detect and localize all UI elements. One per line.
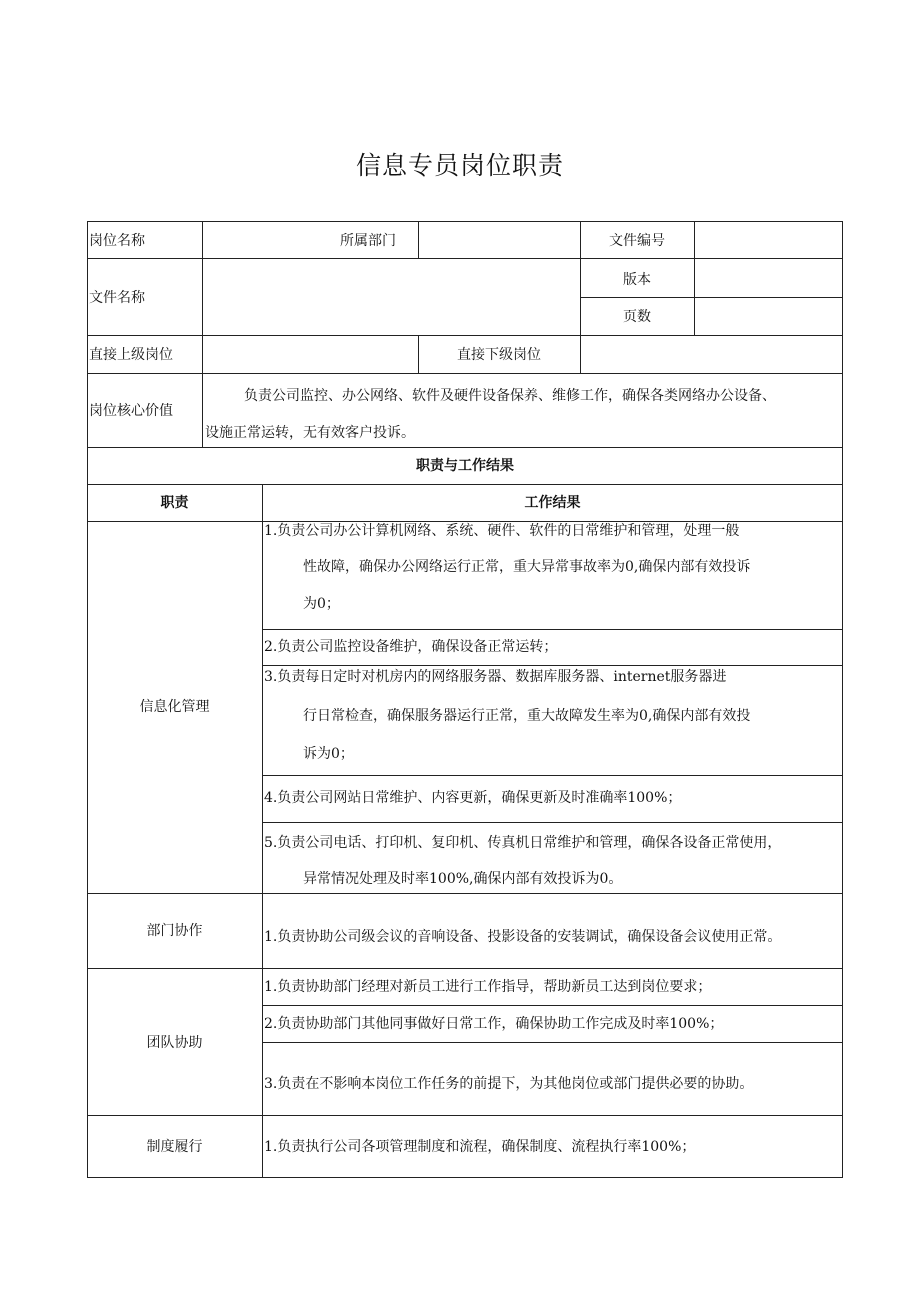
work-result-text: 3.负责在不影响本岗位工作任务的前提下，为其他岗位或部门提供必要的协助。 xyxy=(264,1076,754,1092)
col-divider xyxy=(418,221,419,258)
work-result-text: 性故障，确保办公网络运行正常，重大异常事故率为0,确保内部有效投诉 xyxy=(303,559,751,575)
subordinate-position-label: 直接下级岗位 xyxy=(457,347,541,363)
duty-group-name: 信息化管理 xyxy=(139,699,210,715)
row-divider xyxy=(262,822,843,823)
section-title: 职责与工作结果 xyxy=(416,458,514,474)
work-result-text: 诉为0； xyxy=(303,746,354,762)
row-divider xyxy=(580,297,843,298)
row-divider xyxy=(262,1005,843,1006)
row-divider xyxy=(87,447,843,448)
row-divider xyxy=(87,373,843,374)
duty-group-name: 制度履行 xyxy=(146,1139,203,1155)
core-value-label: 岗位核心价值 xyxy=(89,403,173,419)
work-result-text: 1.负责协助公司级会议的音响设备、投影设备的安装调试，确保设备会议使用正常。 xyxy=(264,929,782,945)
work-result-text: 1.负责协助部门经理对新员工进行工作指导，帮助新员工达到岗位要求； xyxy=(264,979,712,995)
row-divider xyxy=(262,775,843,776)
col-divider xyxy=(694,221,695,335)
department-label: 所属部门 xyxy=(340,233,396,249)
work-result-text: 为0； xyxy=(303,596,340,612)
doc-number-label: 文件编号 xyxy=(609,233,665,249)
row-divider xyxy=(87,335,843,336)
work-result-text: 行日常检查，确保服务器运行正常，重大故障发生率为0,确保内部有效投 xyxy=(303,708,751,724)
col-divider xyxy=(202,221,203,447)
work-result-text: 4.负责公司网站日常维护、内容更新，确保更新及时准确率100%； xyxy=(264,790,682,806)
pages-label: 页数 xyxy=(623,309,651,325)
core-value-text: 设施正常运转，无有效客户投诉。 xyxy=(205,425,415,441)
row-divider xyxy=(262,629,843,630)
result-column-header: 工作结果 xyxy=(524,495,581,511)
position-name-label: 岗位名称 xyxy=(89,233,145,249)
row-divider xyxy=(87,484,843,485)
version-label: 版本 xyxy=(623,272,651,288)
row-divider xyxy=(262,1042,843,1043)
work-result-text: 5.负责公司电话、打印机、复印机、传真机日常维护和管理，确保各设备正常使用， xyxy=(264,835,782,851)
work-result-text: 1.负责执行公司各项管理制度和流程，确保制度、流程执行率100%； xyxy=(264,1139,696,1155)
duty-group-name: 部门协作 xyxy=(146,923,203,939)
col-divider xyxy=(262,484,263,1178)
duty-group-name: 团队协助 xyxy=(146,1035,203,1051)
row-divider xyxy=(262,665,843,666)
work-result-text: 3.负责每日定时对机房内的网络服务器、数据库服务器、internet服务器进 xyxy=(264,669,727,685)
doc-name-label: 文件名称 xyxy=(89,290,145,306)
row-divider xyxy=(87,893,843,894)
page-title: 信息专员岗位职责 xyxy=(355,151,564,180)
work-result-text: 2.负责公司监控设备维护，确保设备正常运转； xyxy=(264,639,558,655)
duty-column-header: 职责 xyxy=(160,495,189,511)
work-result-text: 异常情况处理及时率100%,确保内部有效投诉为0。 xyxy=(303,871,623,887)
superior-position-label: 直接上级岗位 xyxy=(89,347,173,363)
work-result-text: 2.负责协助部门其他同事做好日常工作，确保协助工作完成及时率100%； xyxy=(264,1016,724,1032)
core-value-text: 负责公司监控、办公网络、软件及硬件设备保养、维修工作，确保各类网络办公设备、 xyxy=(244,388,776,404)
row-divider xyxy=(87,1115,843,1116)
row-divider xyxy=(87,968,843,969)
work-result-text: 1.负责公司办公计算机网络、系统、硬件、软件的日常维护和管理，处理一般 xyxy=(264,523,740,539)
row-divider xyxy=(87,258,843,259)
